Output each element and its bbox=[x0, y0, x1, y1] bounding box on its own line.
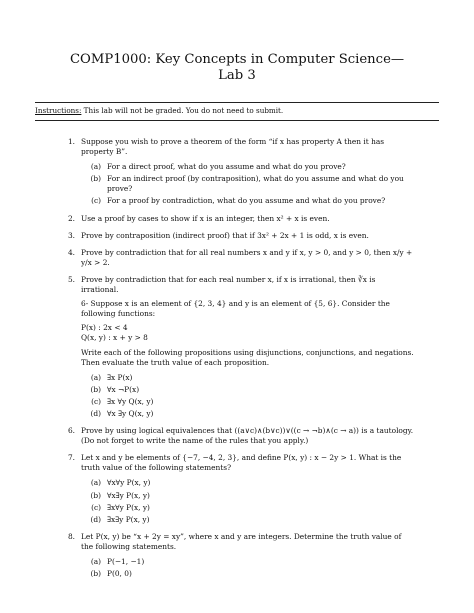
question-number: 6. bbox=[67, 426, 75, 436]
question-text: Use a proof by cases to show if x is an integer, then x² + x is even. bbox=[81, 213, 330, 223]
subquestion: (b) ∀x∃y P(x, y) bbox=[90, 490, 150, 500]
question-2 bbox=[60, 214, 414, 224]
question-5 bbox=[60, 275, 414, 419]
question-7 bbox=[60, 453, 414, 525]
subquestion: (b) For an indirect proof (by contraposition), what do you assume and what do you prove? bbox=[90, 174, 404, 194]
question-number: 4. bbox=[67, 247, 75, 257]
question-text: Prove by using logical equivalences that ((a∨c)∧(b∨c))∨((c → ¬b)∧(c → a)) is a tautology. (Do not forget to write the name of the rules that you apply.) bbox=[81, 426, 414, 446]
question-3 bbox=[60, 231, 414, 241]
subquestion: (b) P(0, 0) bbox=[90, 569, 132, 579]
question-4 bbox=[60, 248, 414, 268]
question-text: Prove by contradiction that for each real number x, if x is irrational, then ∛x is irrational. bbox=[81, 274, 376, 295]
instructions-label: Instructions: bbox=[35, 106, 82, 115]
question-number: 3. bbox=[67, 230, 75, 240]
instructions-text: This lab will not be graded. You do not need to submit. bbox=[81, 106, 284, 115]
question-8 bbox=[60, 532, 414, 579]
question-number: 5. bbox=[67, 274, 75, 284]
subquestion: (d) ∀x ∃y Q(x, y) bbox=[90, 408, 154, 418]
question-number: 2. bbox=[67, 213, 75, 223]
subquestion: (c) For a proof by contradiction, what do you assume and what do you prove? bbox=[91, 196, 386, 206]
question-number: 8. bbox=[67, 531, 75, 541]
subquestion: (b) ∀x ¬P(x) bbox=[90, 384, 140, 394]
function-p: P(x) : 2x < 4 bbox=[81, 323, 128, 333]
question-text: Prove by contraposition (indirect proof) that if 3x² + 2x + 1 is odd, x is even. bbox=[81, 230, 369, 240]
page-title: COMP1000: Key Concepts in Computer Science—Lab 3 bbox=[69, 52, 405, 83]
subquestion: (d) ∃x∃y P(x, y) bbox=[90, 514, 150, 524]
subquestion: (c) ∃x∀y P(x, y) bbox=[91, 502, 150, 512]
bottom-divider bbox=[35, 120, 439, 121]
top-divider bbox=[35, 102, 439, 103]
question-6 bbox=[60, 426, 414, 446]
subquestion: (a) P(−1, −1) bbox=[90, 557, 145, 566]
subquestion: (c) ∃x ∀y Q(x, y) bbox=[91, 396, 154, 406]
function-q: Q(x, y) : x + y > 8 bbox=[81, 333, 148, 343]
subquestion: (a) For a direct proof, what do you assume and what do you prove? bbox=[90, 162, 346, 172]
question-text: Let P(x, y) be “x + 2y = xy”, where x and y are integers. Determine the truth value of the following statements. bbox=[81, 531, 402, 551]
question-list bbox=[60, 137, 414, 579]
question-text: Prove by contradiction that for all real numbers x and y if x, y > 0, and y > 0, then x/y + y/x > 2. bbox=[81, 247, 413, 267]
question-6-instructions: Write each of the following propositions using disjunctions, conjunctions, and negations. Then evaluate the truth value of each proposition. bbox=[81, 347, 414, 367]
question-number: 1. bbox=[67, 137, 75, 146]
question-1 bbox=[60, 137, 414, 207]
question-6-intro: 6- Suppose x is an element of {2, 3, 4} and y is an element of {5, 6}. Consider the following functions: bbox=[81, 299, 390, 319]
instructions bbox=[35, 106, 414, 116]
question-text: Let x and y be elements of {−7, −4, 2, 3}, and define P(x, y) : x − 2y > 1. What is the truth value of the following statements? bbox=[81, 453, 402, 473]
question-text: Suppose you wish to prove a theorem of the form “if x has property A then it has property B”. bbox=[81, 137, 385, 157]
question-number: 7. bbox=[67, 453, 75, 463]
subquestion: (a) ∀x∀y P(x, y) bbox=[90, 478, 151, 488]
subquestion: (a) ∃x P(x) bbox=[90, 372, 133, 382]
